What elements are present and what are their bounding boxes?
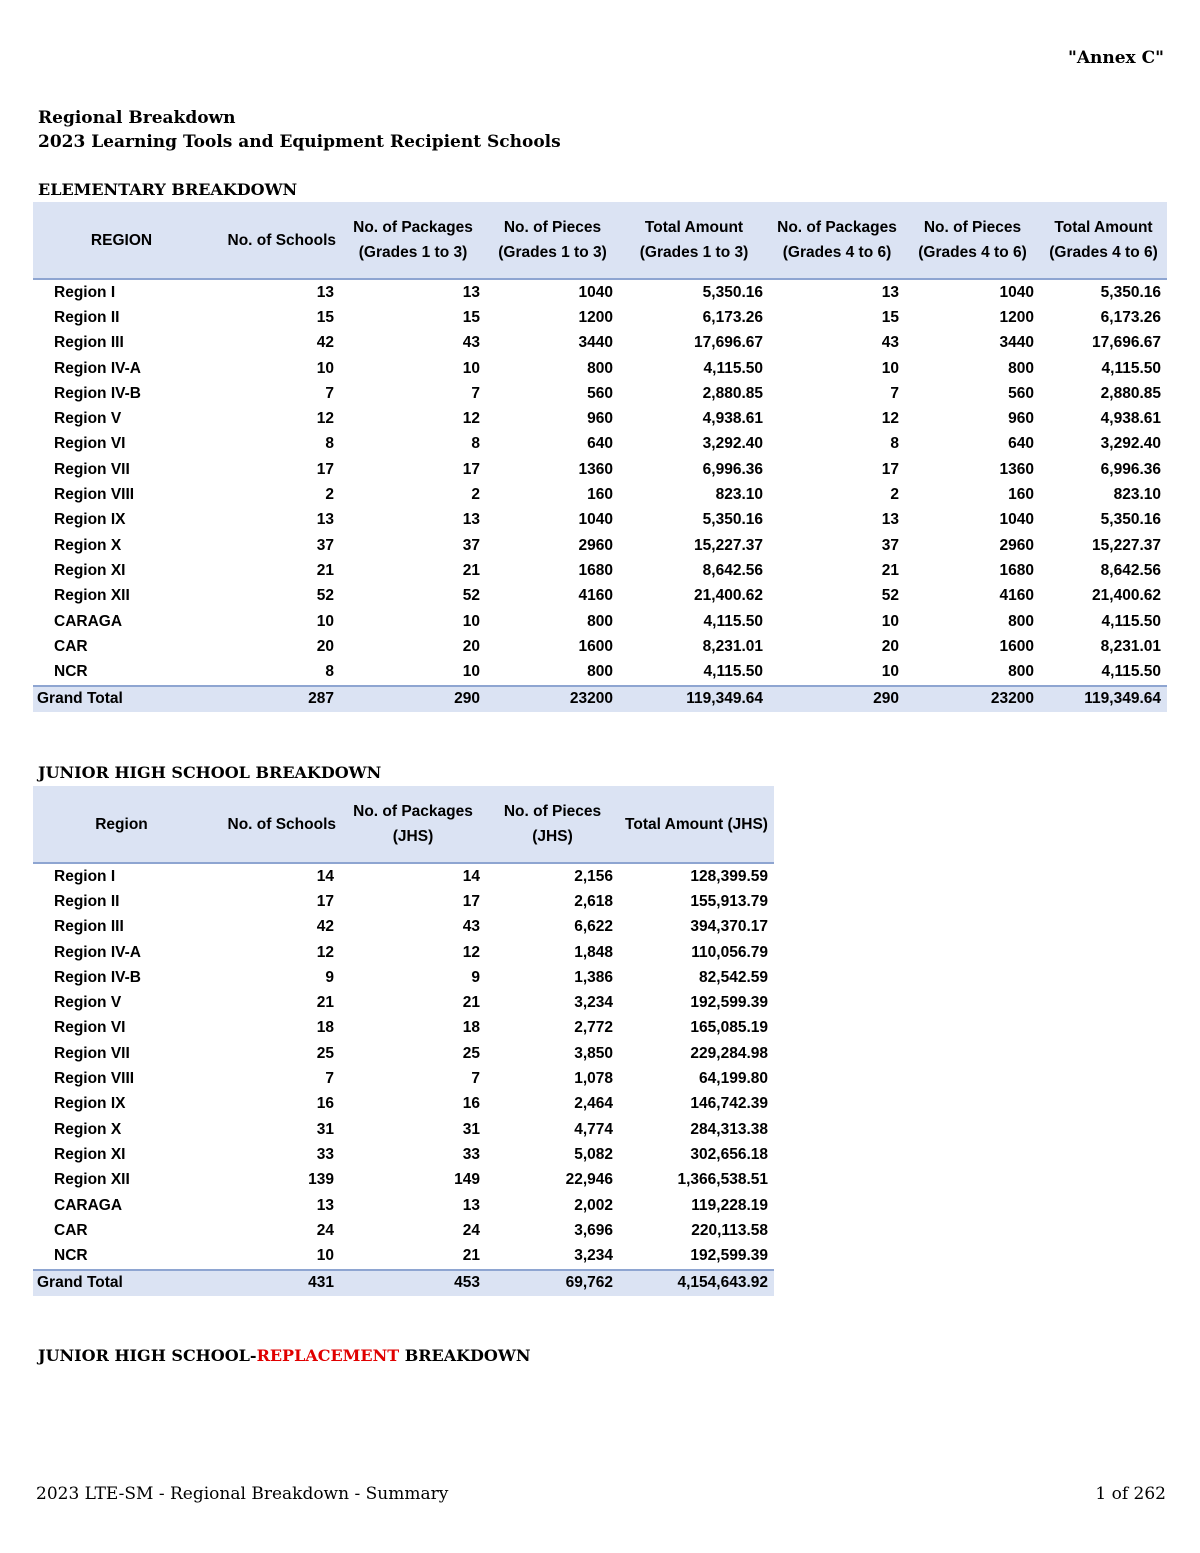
value-cell: 13 <box>462 283 480 301</box>
value-cell: 155,913.79 <box>690 892 768 910</box>
value-cell: 10 <box>316 612 334 630</box>
value-cell: 2,880.85 <box>1100 384 1161 402</box>
page-title: Regional Breakdown <box>38 108 236 128</box>
value-cell: 21 <box>462 561 480 579</box>
value-cell: 284,313.38 <box>690 1120 768 1138</box>
value-cell: 3,292.40 <box>1100 435 1161 453</box>
value-cell: 3440 <box>578 334 613 352</box>
value-cell: 13 <box>881 283 899 301</box>
value-cell: 9 <box>325 968 334 986</box>
value-cell: 4,938.61 <box>702 410 763 428</box>
region-cell: Region IV-B <box>54 384 141 402</box>
value-cell: 220,113.58 <box>691 1221 768 1239</box>
value-cell: 13 <box>316 1196 334 1214</box>
value-cell: 15 <box>881 308 899 326</box>
value-cell: 13 <box>462 511 480 529</box>
column-header: No. of Packages (Grades 1 to 3) <box>340 202 486 279</box>
region-cell: Region VIII <box>54 486 135 504</box>
value-cell: 5,350.16 <box>1100 283 1161 301</box>
value-cell: 21 <box>316 994 334 1012</box>
value-cell: 12 <box>316 943 334 961</box>
value-cell: 7 <box>325 384 334 402</box>
value-cell: 800 <box>1008 612 1034 630</box>
table-row <box>33 659 1167 685</box>
value-cell: 64,199.80 <box>699 1070 768 1088</box>
value-cell: 2 <box>890 486 899 504</box>
value-cell: 1200 <box>999 308 1034 326</box>
value-cell: 24 <box>462 1221 480 1239</box>
value-cell: 37 <box>316 536 334 554</box>
value-cell: 800 <box>1008 663 1034 681</box>
value-cell: 110,056.79 <box>691 943 768 961</box>
table-row <box>33 406 1167 431</box>
value-cell: 43 <box>462 334 480 352</box>
region-cell: Region IV-B <box>54 968 141 986</box>
table-row <box>33 1041 774 1066</box>
total-value-cell: 23200 <box>486 686 619 712</box>
value-cell: 4,115.50 <box>1101 612 1161 630</box>
value-cell: 149 <box>454 1171 480 1189</box>
table-row <box>33 1066 774 1091</box>
value-cell: 5,350.16 <box>1100 511 1161 529</box>
region-cell: Region IX <box>54 511 126 529</box>
value-cell: 10 <box>881 359 899 377</box>
value-cell: 7 <box>325 1070 334 1088</box>
value-cell: 1,386 <box>574 968 613 986</box>
value-cell: 1,078 <box>574 1070 613 1088</box>
region-cell: Region VI <box>54 1019 126 1037</box>
value-cell: 14 <box>462 867 480 885</box>
table-row <box>33 584 1167 609</box>
grand-total-row <box>33 686 1167 712</box>
column-header: Total Amount (Grades 1 to 3) <box>619 202 769 279</box>
footer-page-number: 1 of 262 <box>1095 1484 1166 1504</box>
table-row <box>33 558 1167 583</box>
jhs-table <box>33 786 774 1296</box>
value-cell: 1200 <box>578 308 613 326</box>
elementary-header-row <box>33 202 1167 279</box>
total-label-cell: Grand Total <box>33 686 210 712</box>
value-cell: 31 <box>316 1120 334 1138</box>
region-cell: Region I <box>54 867 116 885</box>
value-cell: 1360 <box>999 460 1034 478</box>
value-cell: 3,234 <box>574 1247 613 1265</box>
value-cell: 21 <box>316 561 334 579</box>
annex-label: "Annex C" <box>1067 48 1164 68</box>
value-cell: 21,400.62 <box>694 587 763 605</box>
region-cell: Region VI <box>54 435 126 453</box>
value-cell: 20 <box>462 637 480 655</box>
region-cell: Region V <box>54 994 122 1012</box>
table-row <box>33 940 774 965</box>
value-cell: 8,231.01 <box>702 637 763 655</box>
table-row <box>33 889 774 914</box>
value-cell: 6,996.36 <box>1100 460 1161 478</box>
value-cell: 192,599.39 <box>690 1247 768 1265</box>
value-cell: 17,696.67 <box>694 334 763 352</box>
region-cell: Region III <box>54 918 124 936</box>
table-row <box>33 1016 774 1041</box>
total-value-cell: 69,762 <box>486 1270 619 1296</box>
value-cell: 119,228.19 <box>691 1196 768 1214</box>
value-cell: 52 <box>881 587 899 605</box>
total-value-cell: 290 <box>769 686 905 712</box>
table-row <box>33 634 1167 659</box>
value-cell: 10 <box>881 612 899 630</box>
value-cell: 1680 <box>578 561 613 579</box>
region-cell: CARAGA <box>54 1196 123 1214</box>
value-cell: 17 <box>462 460 480 478</box>
jhs-header-row <box>33 786 774 863</box>
total-value-cell: 453 <box>340 1270 486 1296</box>
value-cell: 2,772 <box>574 1019 613 1037</box>
table-row <box>33 1193 774 1218</box>
value-cell: 15 <box>316 308 334 326</box>
column-header: No. of Pieces (Grades 4 to 6) <box>905 202 1040 279</box>
total-label-cell: Grand Total <box>33 1270 210 1296</box>
value-cell: 37 <box>462 536 480 554</box>
value-cell: 8 <box>325 663 334 681</box>
value-cell: 18 <box>462 1019 480 1037</box>
value-cell: 8,642.56 <box>702 561 763 579</box>
region-cell: Region IV-A <box>54 943 141 961</box>
value-cell: 2,464 <box>574 1095 613 1113</box>
page-subtitle: 2023 Learning Tools and Equipment Recipient Schools <box>38 132 561 152</box>
value-cell: 10 <box>462 663 480 681</box>
column-header: No. of Packages (Grades 4 to 6) <box>769 202 905 279</box>
value-cell: 22,946 <box>565 1171 613 1189</box>
value-cell: 2,002 <box>574 1196 613 1214</box>
value-cell: 15,227.37 <box>694 536 763 554</box>
value-cell: 31 <box>462 1120 480 1138</box>
value-cell: 6,173.26 <box>702 308 763 326</box>
value-cell: 960 <box>587 410 613 428</box>
value-cell: 394,370.17 <box>690 918 768 936</box>
value-cell: 7 <box>890 384 899 402</box>
value-cell: 17 <box>316 460 334 478</box>
total-value-cell: 119,349.64 <box>1040 686 1167 712</box>
value-cell: 43 <box>881 334 899 352</box>
elementary-section-title: ELEMENTARY BREAKDOWN <box>38 180 298 199</box>
value-cell: 21 <box>462 994 480 1012</box>
table-row <box>33 279 1167 305</box>
value-cell: 25 <box>462 1044 480 1062</box>
value-cell: 800 <box>587 359 613 377</box>
region-cell: Region III <box>54 334 124 352</box>
value-cell: 20 <box>881 637 899 655</box>
value-cell: 82,542.59 <box>699 968 768 986</box>
replacement-title-suffix: BREAKDOWN <box>399 1346 531 1365</box>
value-cell: 14 <box>316 867 334 885</box>
table-row <box>33 1117 774 1142</box>
table-row <box>33 1243 774 1269</box>
value-cell: 1040 <box>578 283 613 301</box>
value-cell: 42 <box>316 334 334 352</box>
table-row <box>33 1218 774 1243</box>
total-value-cell: 431 <box>210 1270 340 1296</box>
region-cell: CAR <box>54 637 88 655</box>
value-cell: 3,696 <box>574 1221 613 1239</box>
value-cell: 24 <box>316 1221 334 1239</box>
table-row <box>33 432 1167 457</box>
region-cell: CAR <box>54 1221 88 1239</box>
table-row <box>33 482 1167 507</box>
value-cell: 4,115.50 <box>1101 359 1161 377</box>
value-cell: 1,366,538.51 <box>677 1171 768 1189</box>
elementary-table <box>33 202 1167 712</box>
value-cell: 10 <box>462 359 480 377</box>
value-cell: 21 <box>462 1247 480 1265</box>
value-cell: 6,173.26 <box>1100 308 1161 326</box>
column-header: Total Amount (JHS) <box>619 786 774 863</box>
value-cell: 800 <box>1008 359 1034 377</box>
column-header: No. of Schools <box>210 786 340 863</box>
total-value-cell: 287 <box>210 686 340 712</box>
table-row <box>33 965 774 990</box>
column-header: Total Amount (Grades 4 to 6) <box>1040 202 1167 279</box>
value-cell: 2,156 <box>574 867 613 885</box>
table-row <box>33 609 1167 634</box>
replacement-title-prefix: JUNIOR HIGH SCHOOL- <box>38 1346 257 1365</box>
region-cell: Region II <box>54 892 120 910</box>
jhs-section-title: JUNIOR HIGH SCHOOL BREAKDOWN <box>38 763 382 782</box>
value-cell: 192,599.39 <box>690 994 768 1012</box>
value-cell: 5,350.16 <box>702 283 763 301</box>
value-cell: 8 <box>325 435 334 453</box>
region-cell: Region II <box>54 308 120 326</box>
value-cell: 25 <box>316 1044 334 1062</box>
region-cell: CARAGA <box>54 612 123 630</box>
value-cell: 37 <box>881 536 899 554</box>
value-cell: 21 <box>881 561 899 579</box>
value-cell: 560 <box>1008 384 1034 402</box>
value-cell: 8 <box>890 435 899 453</box>
value-cell: 13 <box>316 283 334 301</box>
value-cell: 43 <box>462 918 480 936</box>
column-header: No. of Packages (JHS) <box>340 786 486 863</box>
table-row <box>33 863 774 889</box>
value-cell: 17,696.67 <box>1092 334 1161 352</box>
value-cell: 1600 <box>578 637 613 655</box>
value-cell: 13 <box>462 1196 480 1214</box>
value-cell: 2,880.85 <box>702 384 763 402</box>
value-cell: 16 <box>316 1095 334 1113</box>
value-cell: 13 <box>881 511 899 529</box>
value-cell: 17 <box>316 892 334 910</box>
column-header: No. of Pieces (Grades 1 to 3) <box>486 202 619 279</box>
region-cell: Region XI <box>54 561 126 579</box>
table-row <box>33 533 1167 558</box>
total-value-cell: 119,349.64 <box>619 686 769 712</box>
table-row <box>33 990 774 1015</box>
value-cell: 33 <box>316 1145 334 1163</box>
value-cell: 8,642.56 <box>1100 561 1161 579</box>
value-cell: 4,115.50 <box>703 612 763 630</box>
value-cell: 52 <box>316 587 334 605</box>
region-cell: Region X <box>54 1120 122 1138</box>
value-cell: 17 <box>462 892 480 910</box>
region-cell: Region V <box>54 410 122 428</box>
region-cell: Region VII <box>54 460 130 478</box>
value-cell: 4,115.50 <box>1101 663 1161 681</box>
region-cell: Region XII <box>54 1171 130 1189</box>
value-cell: 960 <box>1008 410 1034 428</box>
value-cell: 302,656.18 <box>690 1145 768 1163</box>
value-cell: 7 <box>471 384 480 402</box>
value-cell: 4,938.61 <box>1100 410 1161 428</box>
value-cell: 33 <box>462 1145 480 1163</box>
table-row <box>33 1142 774 1167</box>
value-cell: 640 <box>1008 435 1034 453</box>
total-value-cell: 290 <box>340 686 486 712</box>
region-cell: Region VIII <box>54 1070 135 1088</box>
region-cell: Region I <box>54 283 116 301</box>
column-header: No. of Pieces (JHS) <box>486 786 619 863</box>
table-row <box>33 915 774 940</box>
value-cell: 4,115.50 <box>703 359 763 377</box>
value-cell: 16 <box>462 1095 480 1113</box>
value-cell: 12 <box>462 410 480 428</box>
value-cell: 21,400.62 <box>1092 587 1161 605</box>
value-cell: 2 <box>325 486 334 504</box>
replacement-title-highlight: REPLACEMENT <box>256 1346 400 1365</box>
value-cell: 823.10 <box>715 486 763 504</box>
value-cell: 10 <box>316 359 334 377</box>
value-cell: 800 <box>587 612 613 630</box>
value-cell: 1680 <box>999 561 1034 579</box>
region-cell: NCR <box>54 663 88 681</box>
value-cell: 146,742.39 <box>690 1095 768 1113</box>
value-cell: 139 <box>308 1171 334 1189</box>
region-cell: Region XII <box>54 587 130 605</box>
replacement-section-title <box>38 1346 530 1365</box>
value-cell: 2,618 <box>574 892 613 910</box>
table-row <box>33 1168 774 1193</box>
column-header: Region <box>33 786 210 863</box>
value-cell: 128,399.59 <box>690 867 768 885</box>
value-cell: 15 <box>462 308 480 326</box>
value-cell: 1600 <box>999 637 1034 655</box>
value-cell: 1040 <box>999 511 1034 529</box>
value-cell: 4160 <box>578 587 613 605</box>
value-cell: 6,622 <box>574 918 613 936</box>
value-cell: 10 <box>316 1247 334 1265</box>
value-cell: 160 <box>587 486 613 504</box>
grand-total-row <box>33 1270 774 1296</box>
value-cell: 12 <box>881 410 899 428</box>
region-cell: Region IX <box>54 1095 126 1113</box>
value-cell: 4,774 <box>574 1120 613 1138</box>
value-cell: 800 <box>587 663 613 681</box>
value-cell: 1360 <box>578 460 613 478</box>
value-cell: 7 <box>471 1070 480 1088</box>
value-cell: 3,234 <box>574 994 613 1012</box>
table-row <box>33 457 1167 482</box>
value-cell: 1040 <box>999 283 1034 301</box>
value-cell: 560 <box>587 384 613 402</box>
value-cell: 3,850 <box>574 1044 613 1062</box>
region-cell: Region X <box>54 536 122 554</box>
value-cell: 10 <box>462 612 480 630</box>
region-cell: Region VII <box>54 1044 130 1062</box>
table-row <box>33 1092 774 1117</box>
region-cell: Region XI <box>54 1145 126 1163</box>
value-cell: 165,085.19 <box>690 1019 768 1037</box>
value-cell: 17 <box>881 460 899 478</box>
value-cell: 4160 <box>999 587 1034 605</box>
value-cell: 18 <box>316 1019 334 1037</box>
value-cell: 2960 <box>578 536 613 554</box>
total-value-cell: 23200 <box>905 686 1040 712</box>
value-cell: 6,996.36 <box>702 460 763 478</box>
table-row <box>33 508 1167 533</box>
value-cell: 4,115.50 <box>703 663 763 681</box>
footer-document-name: 2023 LTE-SM - Regional Breakdown - Summary <box>36 1484 449 1504</box>
value-cell: 9 <box>471 968 480 986</box>
table-row <box>33 331 1167 356</box>
value-cell: 1,848 <box>574 943 613 961</box>
total-value-cell: 4,154,643.92 <box>619 1270 774 1296</box>
value-cell: 3,292.40 <box>702 435 763 453</box>
value-cell: 12 <box>316 410 334 428</box>
value-cell: 8,231.01 <box>1100 637 1161 655</box>
value-cell: 52 <box>462 587 480 605</box>
column-header: REGION <box>33 202 210 279</box>
value-cell: 1040 <box>578 511 613 529</box>
value-cell: 2 <box>471 486 480 504</box>
value-cell: 160 <box>1008 486 1034 504</box>
value-cell: 640 <box>587 435 613 453</box>
value-cell: 13 <box>316 511 334 529</box>
table-row <box>33 305 1167 330</box>
value-cell: 5,082 <box>574 1145 613 1163</box>
table-row <box>33 381 1167 406</box>
column-header: No. of Schools <box>210 202 340 279</box>
value-cell: 5,350.16 <box>702 511 763 529</box>
value-cell: 823.10 <box>1113 486 1161 504</box>
region-cell: Region IV-A <box>54 359 141 377</box>
value-cell: 15,227.37 <box>1092 536 1161 554</box>
value-cell: 2960 <box>999 536 1034 554</box>
value-cell: 42 <box>316 918 334 936</box>
value-cell: 12 <box>462 943 480 961</box>
value-cell: 10 <box>881 663 899 681</box>
value-cell: 229,284.98 <box>690 1044 768 1062</box>
value-cell: 20 <box>316 637 334 655</box>
table-row <box>33 356 1167 381</box>
region-cell: NCR <box>54 1247 88 1265</box>
value-cell: 8 <box>471 435 480 453</box>
value-cell: 3440 <box>999 334 1034 352</box>
